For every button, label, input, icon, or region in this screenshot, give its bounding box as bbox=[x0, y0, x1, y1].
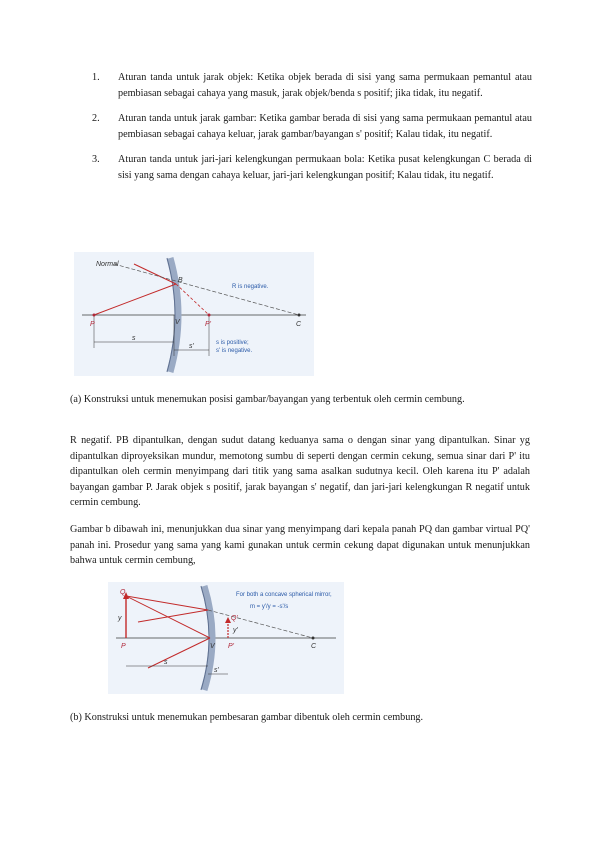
caption-b: (b) Konstruksi untuk menemukan pembesaran gambar dibentuk oleh cermin cembung. bbox=[70, 712, 424, 723]
ray-2-reflected bbox=[148, 638, 210, 668]
point-q-label: Q bbox=[120, 589, 126, 596]
rule-number: 3. bbox=[92, 154, 100, 165]
point-c-label: C bbox=[296, 321, 302, 328]
s-prime-label: s' bbox=[214, 667, 219, 674]
figure-b-note: For both a concave spherical mirror, bbox=[236, 592, 332, 598]
point-p-label: P bbox=[121, 643, 126, 650]
ray-1-reflected bbox=[138, 610, 208, 622]
normal-label: Normal bbox=[96, 261, 119, 268]
ray-2 bbox=[126, 596, 210, 638]
point-c-label: C bbox=[311, 643, 317, 650]
point-c-dot bbox=[298, 314, 301, 317]
s-label: s bbox=[132, 335, 136, 342]
point-c-dot bbox=[312, 637, 315, 640]
s-prime-negative-label: s' is negative. bbox=[216, 348, 253, 354]
point-p-prime-dot bbox=[208, 314, 211, 317]
figure-a-convex-mirror-image-position bbox=[74, 252, 314, 376]
figure-b-diagram bbox=[108, 582, 344, 694]
rule-text: Aturan tanda untuk jari-jari kelengkungan permukaan bola: Ketika pusat kelengkungan C berada di sisi yang sama dengan cahaya keluar, jari-jari kelengkungan positif; Kalau tidak, itu negatif. bbox=[118, 154, 532, 181]
point-q-prime-label: Q' bbox=[231, 615, 238, 622]
rule-text: Aturan tanda untuk jarak objek: Ketika objek berada di sisi yang sama permukaan pemantul atau pembiasan sebagai cahaya yang masuk, jarak objek/benda s positif; jika tidak, itu negatif. bbox=[118, 72, 532, 99]
point-b-label: B bbox=[178, 277, 183, 284]
point-p-dot bbox=[93, 314, 96, 317]
point-v-label: V bbox=[175, 319, 180, 326]
magnification-equation: m = y'/y = -s'/s bbox=[250, 604, 289, 610]
figure-b-convex-mirror-magnification bbox=[108, 582, 344, 694]
r-negative-label: R is negative. bbox=[232, 284, 269, 290]
paragraph-2: Gambar b dibawah ini, menunjukkan dua sinar yang menyimpang dari kepala panah PQ dan gambar virtual PQ' panah ini. Prosedur yang sama yang kami gunakan untuk cermin cekung dapat digunakan untuk menunjukkan bahwa untuk cermin cembung, bbox=[70, 524, 530, 566]
s-prime-label: s' bbox=[189, 343, 194, 350]
point-p-label: P bbox=[90, 321, 95, 328]
rule-item-2 bbox=[92, 111, 532, 142]
y-prime-label: y' bbox=[233, 627, 238, 634]
rule-number: 1. bbox=[92, 72, 100, 83]
point-v-label: V bbox=[210, 643, 215, 650]
sign-rules-list bbox=[92, 70, 532, 193]
point-p-prime-label: P' bbox=[205, 321, 212, 328]
figure-a-diagram bbox=[74, 252, 314, 376]
y-label: y bbox=[118, 615, 122, 622]
s-label: s bbox=[164, 659, 168, 666]
rule-number: 2. bbox=[92, 113, 100, 124]
point-p-prime-label: P' bbox=[228, 643, 235, 650]
rule-item-1 bbox=[92, 70, 532, 101]
caption-a: (a) Konstruksi untuk menemukan posisi gambar/bayangan yang terbentuk oleh cermin cembung. bbox=[70, 394, 465, 405]
ray-extension bbox=[208, 610, 313, 638]
rule-text: Aturan tanda untuk jarak gambar: Ketika gambar berada di sisi yang sama permukaan pemantul atau pembiasan sebagai cahaya keluar, jarak gambar/bayangan s' positif; Kalau tidak, itu negatif. bbox=[118, 113, 532, 140]
s-positive-label: s is positive; bbox=[216, 340, 249, 346]
incident-ray bbox=[94, 284, 176, 315]
ray-1 bbox=[126, 596, 208, 610]
rule-item-3 bbox=[92, 152, 532, 183]
normal-line bbox=[114, 264, 299, 315]
paragraph-1: R negatif. PB dipantulkan, dengan sudut datang keduanya sama o dengan sinar yang dipantulkan. Sinar yg dipantulkan diproyeksikan mundur, memotong sumbu di seperti dengan cermin cekung, semua sinar dari P' itu dipantulkan oleh cermin menyimpang dari titik yang sama asalkan sudutnya kecil. Oleh karena itu P' adalah bayangan gambar P. Jarak objek s positif, jarak bayangan s' negatif, dan jari-jari kelengkungan R negatif untuk cermin cembung. bbox=[70, 435, 530, 508]
